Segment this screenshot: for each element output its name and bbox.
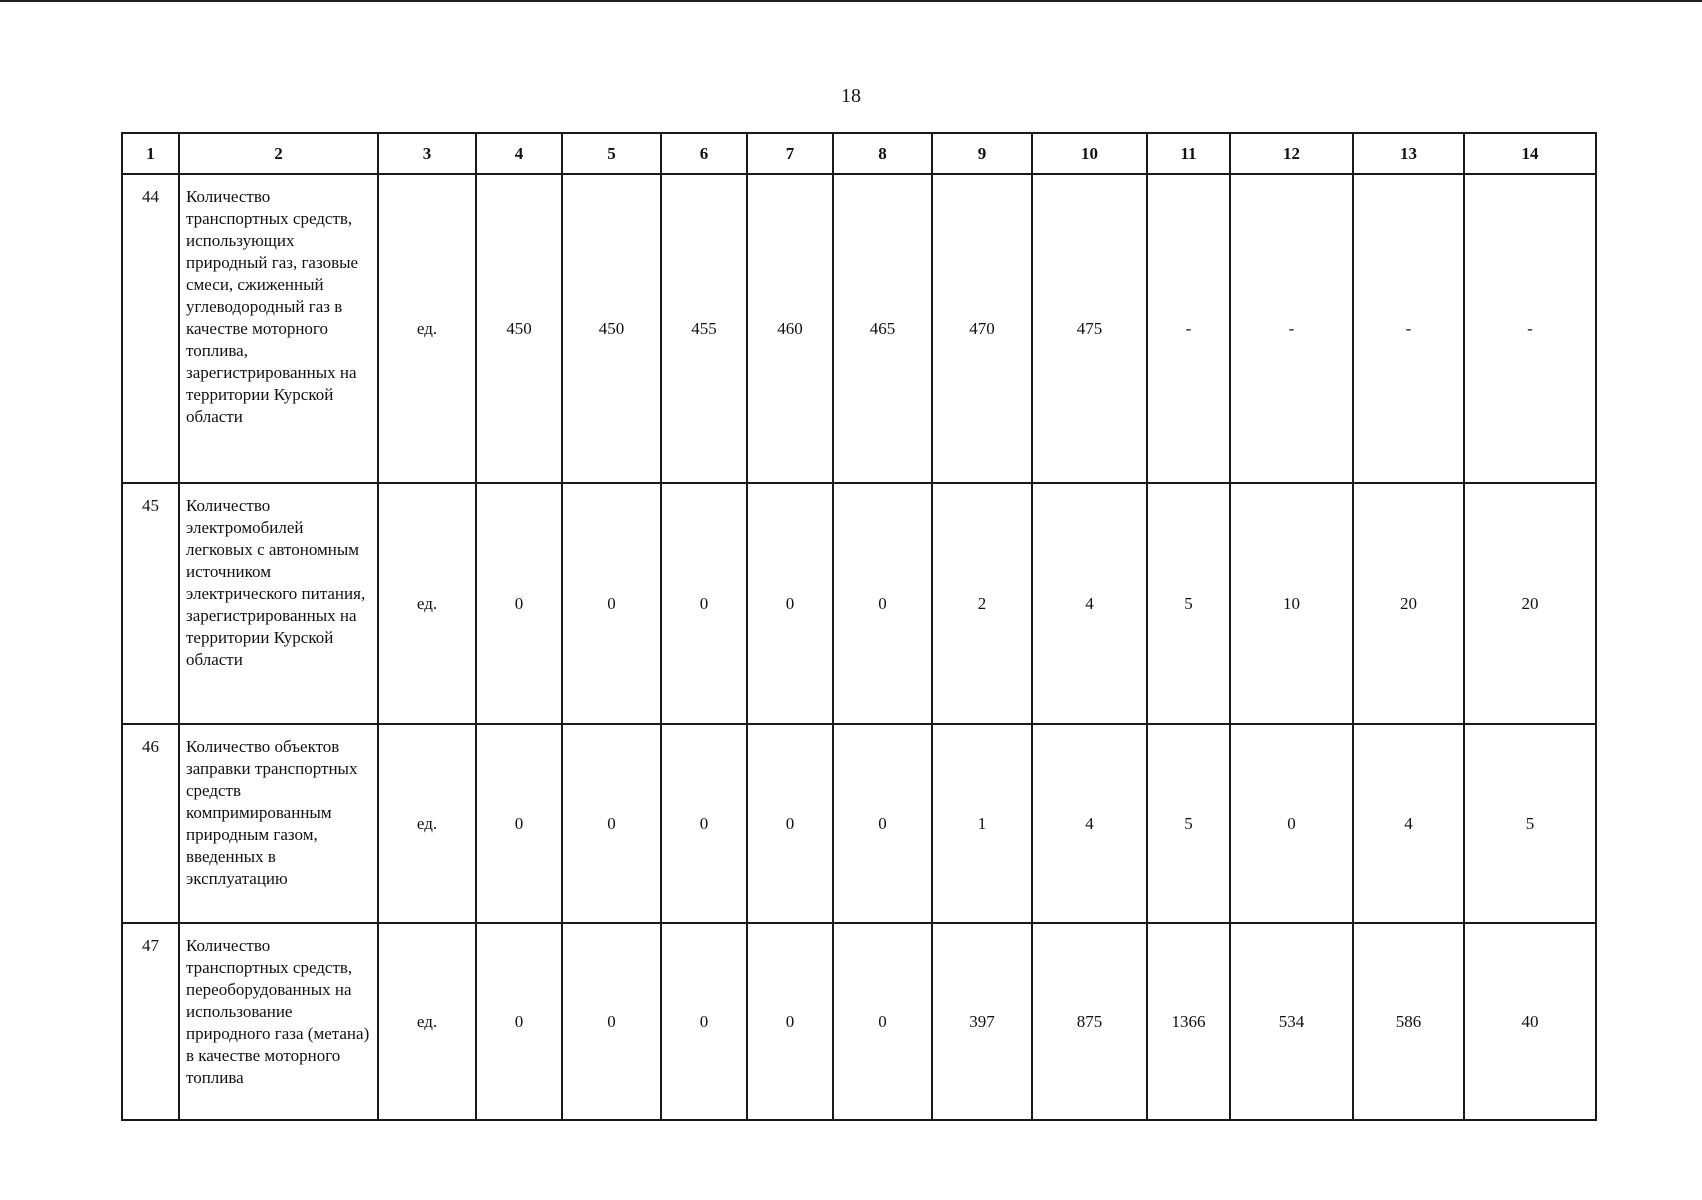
unit-cell: ед. [378, 174, 476, 483]
value-cell: 875 [1032, 923, 1147, 1120]
unit-cell: ед. [378, 724, 476, 923]
value-cell: 20 [1353, 483, 1464, 724]
indicators-table [121, 132, 1597, 1121]
row-number: 45 [122, 483, 179, 724]
value-cell: 450 [562, 174, 661, 483]
table-header-row [122, 133, 1596, 174]
table-row [122, 923, 1596, 1120]
value-cell: 0 [747, 724, 833, 923]
value-cell: 450 [476, 174, 562, 483]
value-cell: 0 [562, 483, 661, 724]
value-cell: 465 [833, 174, 932, 483]
value-cell: 0 [476, 483, 562, 724]
column-header: 1 [122, 133, 179, 174]
value-cell: 0 [833, 483, 932, 724]
value-cell: 470 [932, 174, 1032, 483]
value-cell: 455 [661, 174, 747, 483]
indicator-name: Количество транспортных средств, переоборудованных на использование природного газа (метана) в качестве моторного топлива [179, 923, 378, 1120]
column-header: 6 [661, 133, 747, 174]
value-cell: 0 [661, 923, 747, 1120]
table-row [122, 724, 1596, 923]
table-row [122, 483, 1596, 724]
column-header: 13 [1353, 133, 1464, 174]
column-header: 2 [179, 133, 378, 174]
value-cell: 5 [1147, 724, 1230, 923]
row-number: 47 [122, 923, 179, 1120]
column-header: 8 [833, 133, 932, 174]
page-number: 18 [841, 85, 861, 107]
page-top-border [0, 0, 1702, 2]
column-header: 4 [476, 133, 562, 174]
value-cell: 586 [1353, 923, 1464, 1120]
indicator-name: Количество объектов заправки транспортных средств компримированным природным газом, введенных в эксплуатацию [179, 724, 378, 923]
value-cell: 20 [1464, 483, 1596, 724]
value-cell: 0 [476, 724, 562, 923]
unit-cell: ед. [378, 923, 476, 1120]
value-cell: 5 [1464, 724, 1596, 923]
value-cell: 4 [1032, 724, 1147, 923]
value-cell: 1 [932, 724, 1032, 923]
value-cell: 5 [1147, 483, 1230, 724]
value-cell: 0 [747, 923, 833, 1120]
unit-cell: ед. [378, 483, 476, 724]
value-cell: - [1147, 174, 1230, 483]
row-number: 44 [122, 174, 179, 483]
value-cell: 2 [932, 483, 1032, 724]
table-row [122, 174, 1596, 483]
column-header: 10 [1032, 133, 1147, 174]
value-cell: 0 [833, 923, 932, 1120]
column-header: 11 [1147, 133, 1230, 174]
column-header: 7 [747, 133, 833, 174]
value-cell: 1366 [1147, 923, 1230, 1120]
value-cell: 0 [661, 483, 747, 724]
value-cell: 0 [562, 923, 661, 1120]
value-cell: - [1230, 174, 1353, 483]
value-cell: 534 [1230, 923, 1353, 1120]
value-cell: 0 [747, 483, 833, 724]
value-cell: 0 [476, 923, 562, 1120]
row-number: 46 [122, 724, 179, 923]
value-cell: 40 [1464, 923, 1596, 1120]
value-cell: - [1353, 174, 1464, 483]
value-cell: - [1464, 174, 1596, 483]
value-cell: 4 [1353, 724, 1464, 923]
value-cell: 0 [562, 724, 661, 923]
column-header: 5 [562, 133, 661, 174]
value-cell: 0 [833, 724, 932, 923]
column-header: 3 [378, 133, 476, 174]
value-cell: 4 [1032, 483, 1147, 724]
value-cell: 460 [747, 174, 833, 483]
value-cell: 475 [1032, 174, 1147, 483]
indicator-name: Количество электромобилей легковых с автономным источником электрического питания, зарегистрированных на территории Курской области [179, 483, 378, 724]
column-header: 12 [1230, 133, 1353, 174]
value-cell: 0 [1230, 724, 1353, 923]
column-header: 14 [1464, 133, 1596, 174]
column-header: 9 [932, 133, 1032, 174]
value-cell: 397 [932, 923, 1032, 1120]
value-cell: 10 [1230, 483, 1353, 724]
value-cell: 0 [661, 724, 747, 923]
indicator-name: Количество транспортных средств, использующих природный газ, газовые смеси, сжиженный углеводородный газ в качестве моторного топлива, зарегистрированных на территории Курской области [179, 174, 378, 483]
